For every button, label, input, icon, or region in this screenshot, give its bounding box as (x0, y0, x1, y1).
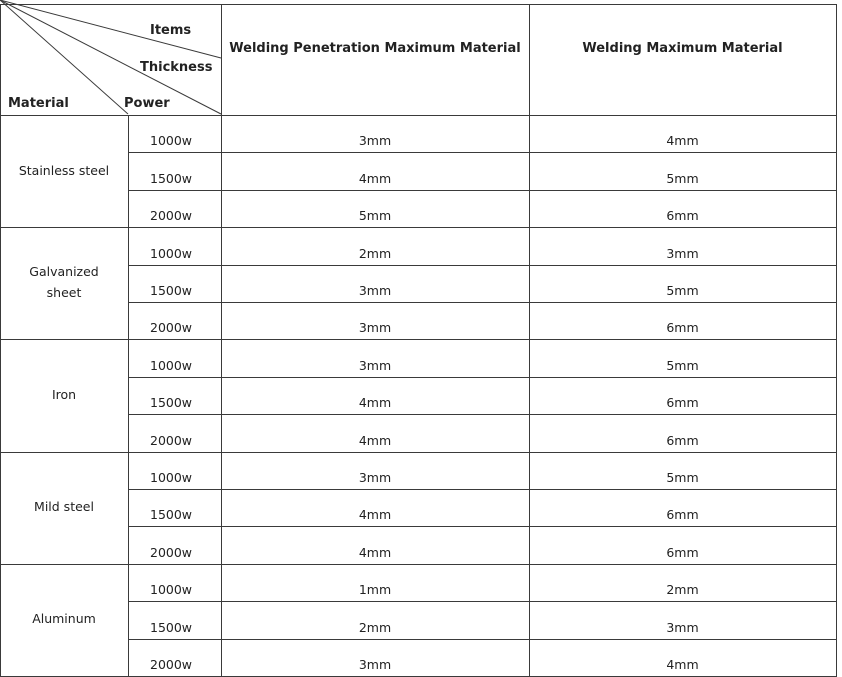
column-divider-maximum (529, 4, 530, 677)
maximum-cell: 6mm (666, 507, 699, 523)
row-divider (128, 526, 837, 527)
header-col-maximum: Welding Maximum Material (582, 41, 783, 56)
maximum-cell: 3mm (666, 245, 699, 261)
material-label: Iron (51, 387, 77, 402)
maximum-cell: 6mm (666, 208, 699, 224)
maximum-cell: 6mm (666, 320, 699, 336)
maximum-cell: 5mm (666, 283, 699, 298)
power-cell: 2000w (150, 320, 193, 336)
row-divider (128, 639, 837, 640)
power-cell: 1500w (150, 507, 193, 523)
material-label: Mild steel (34, 499, 94, 515)
group-divider (0, 564, 837, 565)
power-cell: 1500w (150, 170, 193, 186)
maximum-cell: 4mm (666, 133, 699, 149)
table-left-border (0, 4, 1, 677)
maximum-cell: 5mm (666, 170, 699, 186)
material-label: Aluminum (32, 611, 96, 627)
maximum-cell: 6mm (666, 432, 699, 448)
row-divider (128, 302, 837, 303)
header-material-label: Material (8, 96, 69, 111)
power-cell: 2000w (150, 208, 193, 224)
table-top-border (0, 4, 837, 5)
penetration-cell: 3mm (358, 470, 392, 485)
penetration-cell: 5mm (358, 208, 392, 224)
table-right-border (836, 4, 837, 677)
power-cell: 1000w (150, 582, 193, 598)
row-divider (128, 601, 837, 602)
header-thickness-label: Thickness (140, 60, 213, 75)
power-cell: 2000w (150, 432, 193, 448)
group-divider (0, 227, 837, 228)
penetration-cell: 4mm (358, 432, 392, 448)
penetration-cell: 1mm (358, 582, 392, 598)
header-bottom-border (0, 115, 837, 116)
maximum-cell: 6mm (666, 544, 699, 560)
maximum-cell: 5mm (666, 357, 699, 373)
power-cell: 1000w (150, 470, 193, 485)
penetration-cell: 4mm (358, 544, 392, 560)
group-divider (0, 452, 837, 453)
power-cell: 2000w (150, 657, 193, 672)
row-divider (128, 265, 837, 266)
row-divider (128, 190, 837, 191)
header-power-label: Power (124, 96, 170, 111)
maximum-cell: 6mm (666, 395, 699, 411)
power-cell: 1000w (150, 245, 193, 261)
penetration-cell: 2mm (358, 245, 392, 261)
material-label: sheet (46, 285, 82, 301)
maximum-cell: 5mm (666, 470, 699, 485)
row-divider (128, 377, 837, 378)
maximum-cell: 2mm (666, 582, 699, 598)
column-divider-power (128, 115, 129, 677)
column-divider-penetration (221, 4, 222, 677)
group-divider (0, 339, 837, 340)
power-cell: 1500w (150, 395, 193, 411)
penetration-cell: 3mm (358, 357, 392, 373)
row-divider (128, 489, 837, 490)
material-label: Galvanized (29, 264, 99, 280)
penetration-cell: 4mm (358, 170, 392, 186)
penetration-cell: 3mm (358, 283, 392, 298)
penetration-cell: 3mm (358, 657, 392, 672)
penetration-cell: 3mm (358, 133, 392, 149)
header-col-penetration: Welding Penetration Maximum Material (229, 41, 521, 56)
row-divider (128, 152, 837, 153)
row-divider (128, 414, 837, 415)
material-label: Stainless steel (18, 162, 110, 178)
maximum-cell: 3mm (666, 619, 699, 635)
penetration-cell: 4mm (358, 507, 392, 523)
penetration-cell: 2mm (358, 619, 392, 635)
maximum-cell: 4mm (666, 657, 699, 672)
power-cell: 2000w (150, 544, 193, 560)
header-items-label: Items (150, 23, 192, 38)
power-cell: 1500w (150, 283, 193, 298)
penetration-cell: 4mm (358, 395, 392, 411)
power-cell: 1000w (150, 133, 193, 149)
penetration-cell: 3mm (358, 320, 392, 336)
power-cell: 1000w (150, 357, 193, 373)
power-cell: 1500w (150, 619, 193, 635)
